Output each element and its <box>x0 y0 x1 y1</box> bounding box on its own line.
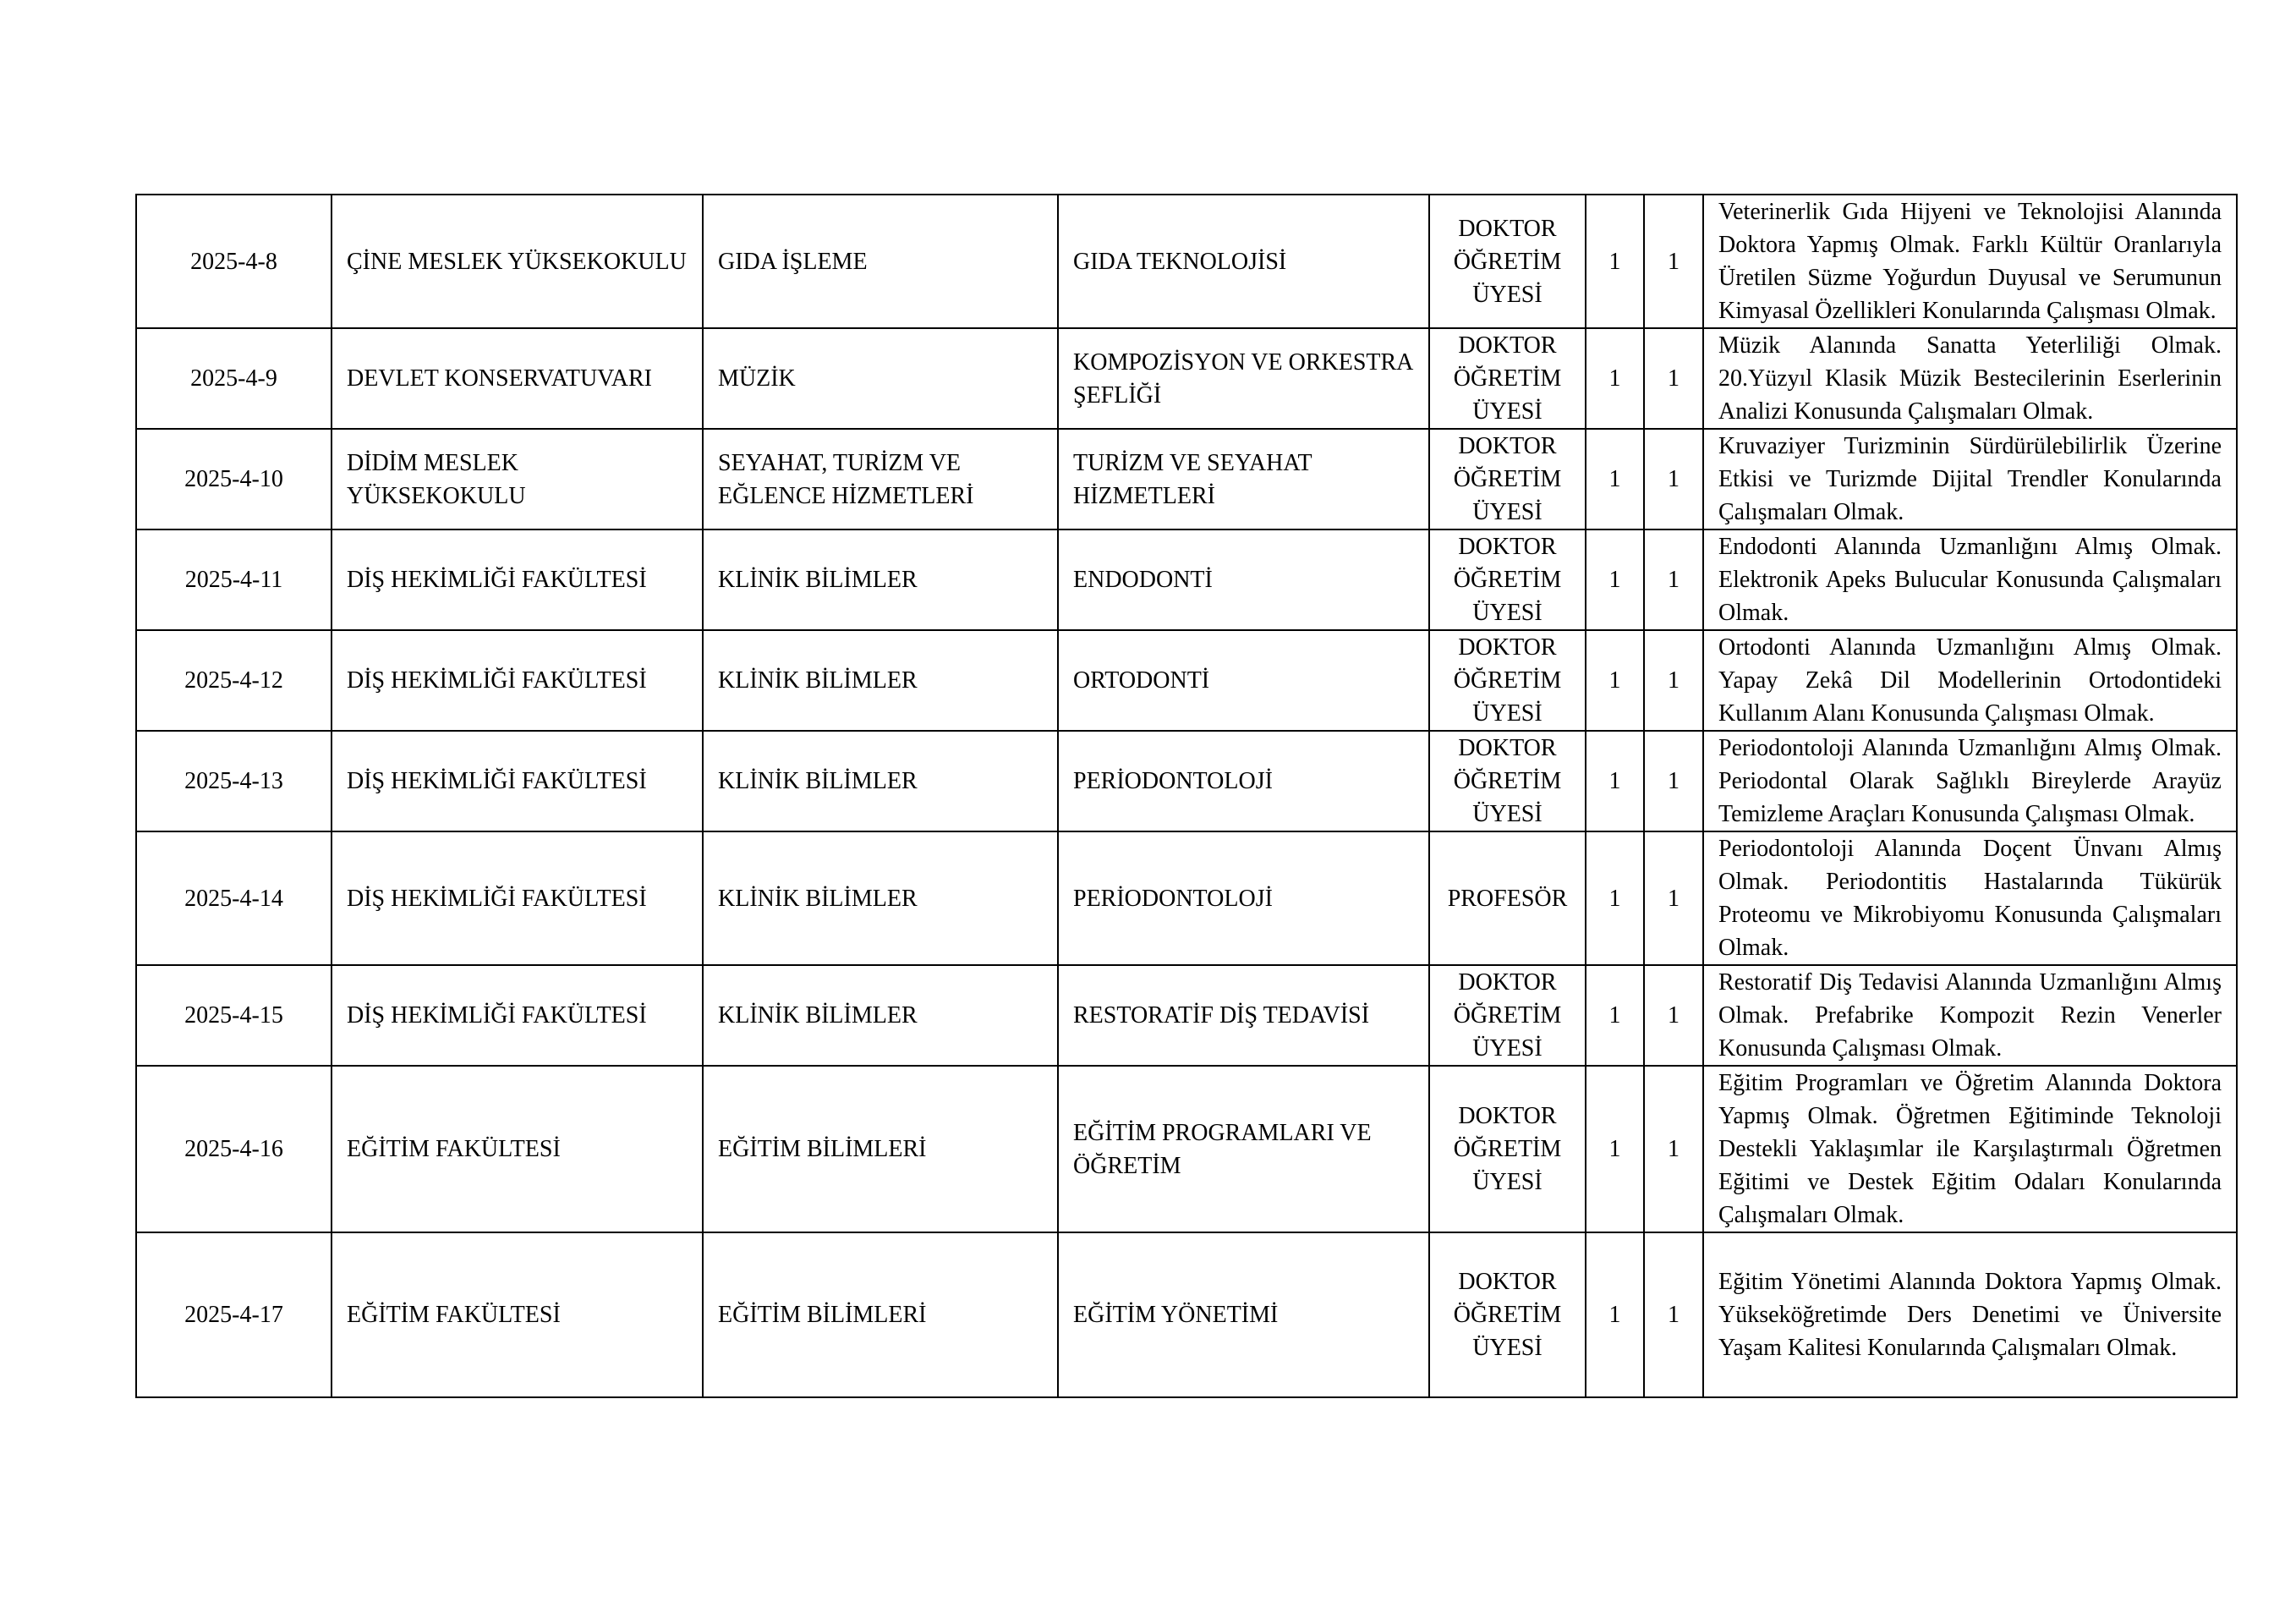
requirement-text: Eğitim Programları ve Öğretim Alanında Doktora Yapmış Olmak. Öğretmen Eğitiminde Teknoloji Destekli Yaklaşımlar ile Karşılaştırmalı Öğretmen Eğitimi ve Destek Eğitim Odaları Konularında Çalışmaları Olmak. <box>1703 1066 2237 1232</box>
count-a: 1 <box>1586 529 1644 630</box>
academic-title: DOKTOR ÖĞRETİM ÜYESİ <box>1429 328 1586 429</box>
field-name: RESTORATİF DİŞ TEDAVİSİ <box>1058 965 1429 1066</box>
academic-title: DOKTOR ÖĞRETİM ÜYESİ <box>1429 1066 1586 1232</box>
field-name: GIDA TEKNOLOJİSİ <box>1058 195 1429 328</box>
department-name: EĞİTİM BİLİMLERİ <box>703 1066 1058 1232</box>
department-name: SEYAHAT, TURİZM VE EĞLENCE HİZMETLERİ <box>703 429 1058 529</box>
department-name: MÜZİK <box>703 328 1058 429</box>
count-a: 1 <box>1586 195 1644 328</box>
position-code: 2025-4-14 <box>136 831 332 965</box>
requirement-text: Veterinerlik Gıda Hijyeni ve Teknolojisi Alanında Doktora Yapmış Olmak. Farklı Kültür Oranlarıyla Üretilen Süzme Yoğurdun Duyusal ve Serumunun Kimyasal Özellikleri Konularında Çalışması Olmak. <box>1703 195 2237 328</box>
count-a: 1 <box>1586 429 1644 529</box>
field-name: ENDODONTİ <box>1058 529 1429 630</box>
unit-name: DİŞ HEKİMLİĞİ FAKÜLTESİ <box>332 965 703 1066</box>
count-b: 1 <box>1644 965 1703 1066</box>
requirement-text: Endodonti Alanında Uzmanlığını Almış Olmak. Elektronik Apeks Bulucular Konusunda Çalışmaları Olmak. <box>1703 529 2237 630</box>
field-name: EĞİTİM YÖNETİMİ <box>1058 1232 1429 1397</box>
requirement-text: Ortodonti Alanında Uzmanlığını Almış Olmak. Yapay Zekâ Dil Modellerinin Ortodontideki Kullanım Alanı Konusunda Çalışması Olmak. <box>1703 630 2237 731</box>
table-row <box>136 630 2237 731</box>
department-name: KLİNİK BİLİMLER <box>703 529 1058 630</box>
position-code: 2025-4-13 <box>136 731 332 831</box>
table-row <box>136 429 2237 529</box>
count-b: 1 <box>1644 429 1703 529</box>
requirement-text: Restoratif Diş Tedavisi Alanında Uzmanlığını Almış Olmak. Prefabrike Kompozit Rezin Venerler Konusunda Çalışması Olmak. <box>1703 965 2237 1066</box>
count-b: 1 <box>1644 328 1703 429</box>
unit-name: DİDİM MESLEK YÜKSEKOKULU <box>332 429 703 529</box>
unit-name: DİŞ HEKİMLİĞİ FAKÜLTESİ <box>332 529 703 630</box>
requirement-text: Periodontoloji Alanında Uzmanlığını Almış Olmak. Periodontal Olarak Sağlıklı Bireylerde Arayüz Temizleme Araçları Konusunda Çalışması Olmak. <box>1703 731 2237 831</box>
table-row <box>136 731 2237 831</box>
department-name: GIDA İŞLEME <box>703 195 1058 328</box>
field-name: EĞİTİM PROGRAMLARI VE ÖĞRETİM <box>1058 1066 1429 1232</box>
requirement-text: Eğitim Yönetimi Alanında Doktora Yapmış Olmak. Yükseköğretimde Ders Denetimi ve Üniversite Yaşam Kalitesi Konularında Çalışmaları Olmak. <box>1703 1232 2237 1397</box>
count-b: 1 <box>1644 731 1703 831</box>
requirement-text: Müzik Alanında Sanatta Yeterliliği Olmak. 20.Yüzyıl Klasik Müzik Bestecilerinin Eserlerinin Analizi Konusunda Çalışmaları Olmak. <box>1703 328 2237 429</box>
academic-title: DOKTOR ÖĞRETİM ÜYESİ <box>1429 529 1586 630</box>
position-code: 2025-4-17 <box>136 1232 332 1397</box>
unit-name: EĞİTİM FAKÜLTESİ <box>332 1066 703 1232</box>
unit-name: DİŞ HEKİMLİĞİ FAKÜLTESİ <box>332 731 703 831</box>
table-row <box>136 328 2237 429</box>
table-row <box>136 831 2237 965</box>
position-code: 2025-4-16 <box>136 1066 332 1232</box>
academic-title: DOKTOR ÖĞRETİM ÜYESİ <box>1429 731 1586 831</box>
table-row <box>136 195 2237 328</box>
position-code: 2025-4-10 <box>136 429 332 529</box>
table-row <box>136 529 2237 630</box>
department-name: KLİNİK BİLİMLER <box>703 630 1058 731</box>
unit-name: DİŞ HEKİMLİĞİ FAKÜLTESİ <box>332 831 703 965</box>
academic-title: DOKTOR ÖĞRETİM ÜYESİ <box>1429 630 1586 731</box>
count-b: 1 <box>1644 529 1703 630</box>
department-name: KLİNİK BİLİMLER <box>703 965 1058 1066</box>
table-row <box>136 1232 2237 1397</box>
academic-title: DOKTOR ÖĞRETİM ÜYESİ <box>1429 429 1586 529</box>
academic-title: DOKTOR ÖĞRETİM ÜYESİ <box>1429 965 1586 1066</box>
department-name: KLİNİK BİLİMLER <box>703 831 1058 965</box>
unit-name: ÇİNE MESLEK YÜKSEKOKULU <box>332 195 703 328</box>
count-b: 1 <box>1644 831 1703 965</box>
table-row <box>136 965 2237 1066</box>
requirement-text: Periodontoloji Alanında Doçent Ünvanı Almış Olmak. Periodontitis Hastalarında Tükürük Proteomu ve Mikrobiyomu Konusunda Çalışmaları Olmak. <box>1703 831 2237 965</box>
requirement-text: Kruvaziyer Turizminin Sürdürülebilirlik Üzerine Etkisi ve Turizmde Dijital Trendler Konularında Çalışmaları Olmak. <box>1703 429 2237 529</box>
count-a: 1 <box>1586 1232 1644 1397</box>
count-b: 1 <box>1644 1066 1703 1232</box>
field-name: ORTODONTİ <box>1058 630 1429 731</box>
count-a: 1 <box>1586 1066 1644 1232</box>
count-b: 1 <box>1644 630 1703 731</box>
count-a: 1 <box>1586 965 1644 1066</box>
position-code: 2025-4-15 <box>136 965 332 1066</box>
count-b: 1 <box>1644 195 1703 328</box>
field-name: TURİZM VE SEYAHAT HİZMETLERİ <box>1058 429 1429 529</box>
unit-name: EĞİTİM FAKÜLTESİ <box>332 1232 703 1397</box>
department-name: KLİNİK BİLİMLER <box>703 731 1058 831</box>
field-name: PERİODONTOLOJİ <box>1058 831 1429 965</box>
field-name: PERİODONTOLOJİ <box>1058 731 1429 831</box>
count-b: 1 <box>1644 1232 1703 1397</box>
field-name: KOMPOZİSYON VE ORKESTRA ŞEFLİĞİ <box>1058 328 1429 429</box>
department-name: EĞİTİM BİLİMLERİ <box>703 1232 1058 1397</box>
academic-title: PROFESÖR <box>1429 831 1586 965</box>
academic-title: DOKTOR ÖĞRETİM ÜYESİ <box>1429 1232 1586 1397</box>
count-a: 1 <box>1586 831 1644 965</box>
table-row <box>136 1066 2237 1232</box>
position-code: 2025-4-12 <box>136 630 332 731</box>
position-code: 2025-4-9 <box>136 328 332 429</box>
count-a: 1 <box>1586 731 1644 831</box>
count-a: 1 <box>1586 328 1644 429</box>
academic-title: DOKTOR ÖĞRETİM ÜYESİ <box>1429 195 1586 328</box>
unit-name: DİŞ HEKİMLİĞİ FAKÜLTESİ <box>332 630 703 731</box>
count-a: 1 <box>1586 630 1644 731</box>
position-code: 2025-4-8 <box>136 195 332 328</box>
positions-table <box>135 194 2238 1398</box>
position-code: 2025-4-11 <box>136 529 332 630</box>
unit-name: DEVLET KONSERVATUVARI <box>332 328 703 429</box>
